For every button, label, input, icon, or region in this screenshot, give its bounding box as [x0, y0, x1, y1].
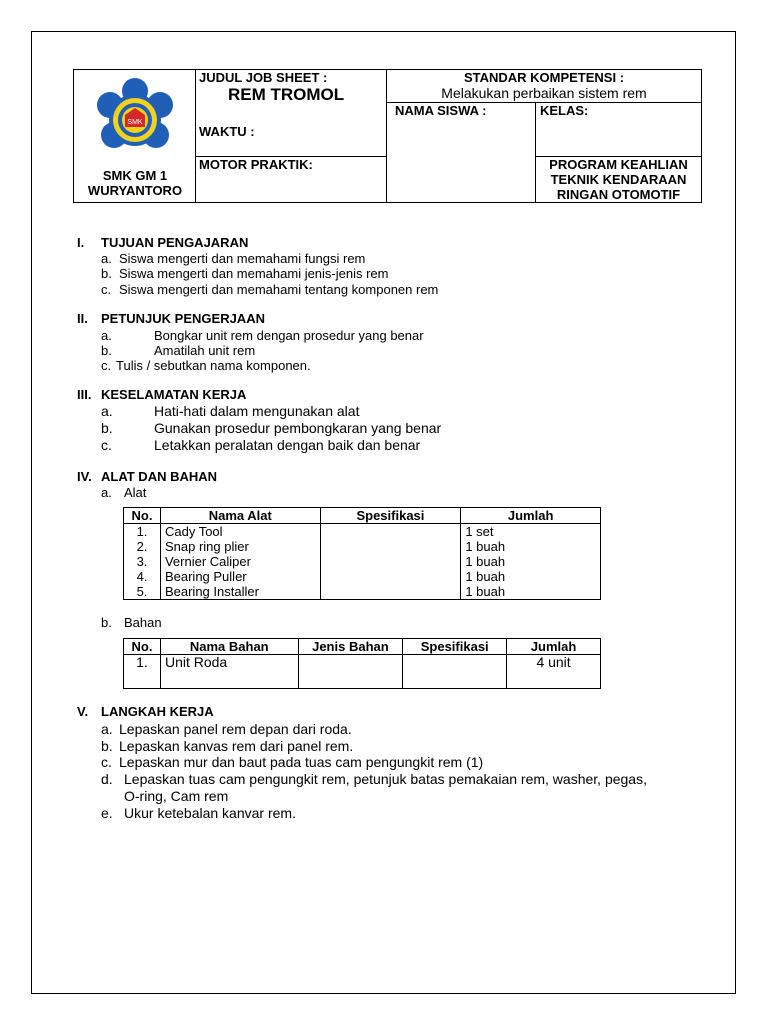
list-letter: c.	[101, 754, 112, 770]
list-letter: a.	[101, 251, 112, 266]
table-header-row	[124, 508, 601, 524]
table-header: Jumlah	[461, 508, 601, 524]
program-keahlian-line: PROGRAM KEAHLIAN	[549, 157, 688, 172]
nama-siswa-label: NAMA SISWA :	[395, 103, 487, 118]
table-row	[124, 569, 601, 584]
school-location: WURYANTORO	[87, 183, 183, 198]
table-cell: Vernier Caliper	[160, 554, 320, 569]
list-item: Letakkan peralatan dengan baik dan benar	[154, 437, 421, 453]
table-cell: 4 unit	[507, 655, 601, 689]
table-header: No.	[124, 639, 161, 655]
table-cell: Snap ring plier	[160, 539, 320, 554]
table-row	[124, 554, 601, 569]
table-cell: 1 buah	[461, 584, 601, 600]
table-header: Nama Bahan	[160, 639, 298, 655]
list-letter: b.	[101, 420, 113, 436]
table-row	[124, 584, 601, 600]
program-keahlian-line: TEKNIK KENDARAAN	[550, 172, 687, 187]
list-item: Ukur ketebalan kanvar rem.	[124, 805, 296, 821]
list-letter: b.	[101, 343, 112, 358]
table-header: Jenis Bahan	[298, 639, 403, 655]
section-title-petunjuk: PETUNJUK PENGERJAAN	[101, 311, 265, 326]
table-row	[124, 524, 601, 540]
section-number: IV.	[77, 469, 92, 484]
judul-value: REM TROMOL	[228, 85, 345, 104]
table-cell: Cady Tool	[160, 524, 320, 540]
table-cell: 1 buah	[461, 554, 601, 569]
judul-label: JUDUL JOB SHEET :	[199, 70, 328, 85]
table-header: Spesifikasi	[320, 508, 461, 524]
list-letter: c.	[101, 437, 112, 453]
alat-label: Alat	[124, 485, 147, 500]
table-cell	[320, 554, 461, 569]
table-header: Nama Alat	[160, 508, 320, 524]
kelas-label: KELAS:	[540, 103, 589, 118]
section-title-langkah: LANGKAH KERJA	[101, 704, 214, 719]
section-title-alat-bahan: ALAT DAN BAHAN	[101, 469, 218, 484]
list-letter: c.	[101, 358, 112, 373]
school-name: SMK GM 1	[102, 168, 168, 183]
list-letter: c.	[101, 282, 112, 297]
table-cell	[403, 655, 507, 689]
table-row	[124, 539, 601, 554]
list-item: Gunakan prosedur pembongkaran yang benar	[154, 420, 442, 436]
header-divider	[195, 69, 196, 203]
list-item: Lepaskan kanvas rem dari panel rem.	[119, 738, 354, 754]
list-letter: b.	[101, 615, 112, 630]
list-item: Tulis / sebutkan nama komponen.	[116, 358, 311, 373]
table-cell	[320, 584, 461, 600]
list-letter: b.	[101, 738, 113, 754]
list-item: Amatilah unit rem	[154, 343, 256, 358]
table-cell	[298, 655, 403, 689]
list-letter: b.	[101, 266, 112, 281]
alat-table	[123, 507, 601, 600]
table-cell: 1 buah	[461, 539, 601, 554]
table-row	[124, 655, 601, 689]
table-cell: 1 buah	[461, 569, 601, 584]
list-letter: a.	[101, 485, 112, 500]
section-number: II.	[77, 311, 88, 326]
list-item: Siswa mengerti dan memahami tentang komponen rem	[119, 282, 439, 297]
table-cell	[320, 569, 461, 584]
list-item: Hati-hati dalam mengunakan alat	[154, 403, 360, 419]
table-cell: Bearing Puller	[160, 569, 320, 584]
section-number: V.	[77, 704, 89, 719]
table-cell: 4.	[124, 569, 161, 584]
list-item: Lepaskan tuas cam pengungkit rem, petunjuk batas pemakaian rem, washer, pegas,	[124, 771, 647, 787]
table-header: No.	[124, 508, 161, 524]
table-header: Spesifikasi	[403, 639, 507, 655]
table-cell: 5.	[124, 584, 161, 600]
table-cell: 1.	[124, 655, 161, 689]
motor-praktik-label: MOTOR PRAKTIK:	[199, 157, 313, 172]
bahan-table	[123, 638, 601, 689]
section-title-tujuan: TUJUAN PENGAJARAN	[101, 235, 249, 250]
list-letter: e.	[101, 805, 113, 821]
list-item: Lepaskan panel rem depan dari roda.	[119, 721, 352, 737]
list-letter: a.	[101, 328, 112, 343]
list-item: Siswa mengerti dan memahami fungsi rem	[119, 251, 366, 266]
table-cell: 1 set	[461, 524, 601, 540]
program-keahlian-line: RINGAN OTOMOTIF	[556, 187, 681, 202]
table-cell	[320, 539, 461, 554]
table-header: Jumlah	[507, 639, 601, 655]
list-item: Bongkar unit rem dengan prosedur yang benar	[154, 328, 424, 343]
section-number: I.	[77, 235, 85, 250]
waktu-label: WAKTU :	[199, 124, 255, 139]
list-letter: d.	[101, 771, 113, 787]
table-header-row	[124, 639, 601, 655]
table-cell: 3.	[124, 554, 161, 569]
list-item: O-ring, Cam rem	[124, 788, 229, 804]
table-cell: Unit Roda	[160, 655, 298, 689]
table-cell: 1.	[124, 524, 161, 540]
section-title-keselamatan: KESELAMATAN KERJA	[101, 387, 247, 402]
table-cell	[320, 524, 461, 540]
standar-kompetensi-value: Melakukan perbaikan sistem rem	[441, 85, 647, 101]
bahan-label: Bahan	[124, 615, 162, 630]
table-cell: 2.	[124, 539, 161, 554]
section-number: III.	[77, 387, 92, 402]
svg-text:SMK: SMK	[127, 119, 143, 126]
table-cell: Bearing Installer	[160, 584, 320, 600]
standar-kompetensi-label: STANDAR KOMPETENSI :	[463, 70, 625, 85]
list-letter: a.	[101, 403, 113, 419]
school-logo	[90, 75, 180, 165]
list-letter: a.	[101, 721, 113, 737]
list-item: Lepaskan mur dan baut pada tuas cam pengungkit rem (1)	[119, 754, 484, 770]
list-item: Siswa mengerti dan memahami jenis-jenis rem	[119, 266, 389, 281]
